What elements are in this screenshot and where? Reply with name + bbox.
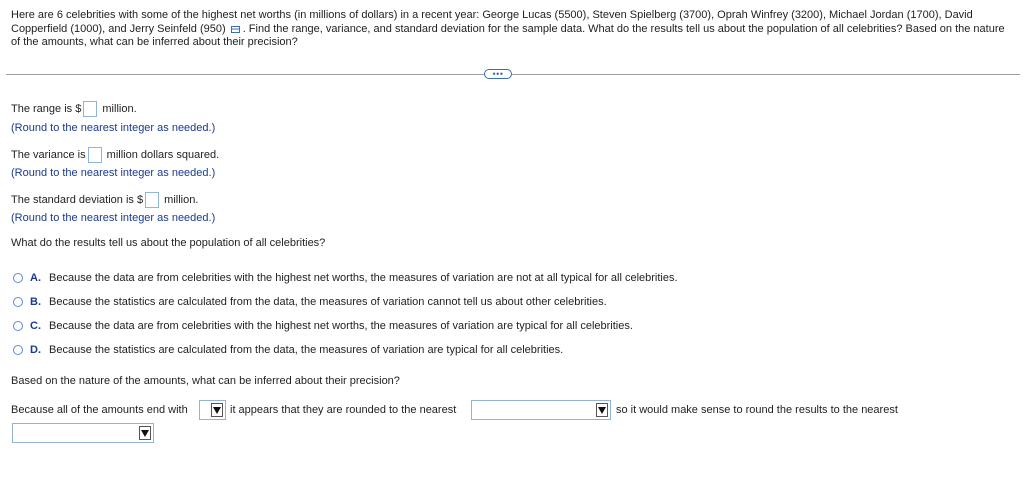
precision-question: Based on the nature of the amounts, what can be inferred about their precision? (11, 375, 400, 387)
variance-unit: million dollars squared. (106, 148, 220, 161)
option-letter: D. (30, 344, 41, 356)
precision-mid: it appears that they are rounded to the nearest (230, 404, 457, 416)
range-hint: (Round to the nearest integer as needed.) (11, 122, 216, 134)
option-letter: A. (30, 272, 41, 284)
option-c[interactable] (13, 320, 633, 332)
question-text (11, 9, 1016, 50)
divider (6, 74, 1020, 75)
option-a[interactable] (13, 272, 678, 284)
stddev-line (11, 192, 198, 208)
option-text: Because the data are from celebrities with the highest net worths, the measures of variation are not at all typical for all celebrities. (49, 272, 678, 284)
stddev-hint: (Round to the nearest integer as needed.) (11, 212, 216, 224)
precision-pre: Because all of the amounts end with (11, 404, 188, 416)
option-text: Because the statistics are calculated from the data, the measures of variation are typical for all celebrities. (49, 344, 564, 356)
rounded-to-select[interactable] (471, 400, 611, 420)
option-text: Because the data are from celebrities with the highest net worths, the measures of variation are typical for all celebrities. (49, 320, 633, 332)
question-part1: Here are 6 celebrities with some of the highest net worths (in millions of dollars) in a recent year: George Lucas (5500), Steven Spielberg (3700), Oprah Winfrey (3200), Michael Jordan (1700), David Copperfield (1000), and Jerry Seinfeld (950) (11, 9, 973, 35)
option-b[interactable] (13, 296, 607, 308)
round-results-select[interactable] (12, 423, 154, 443)
stddev-label: The standard deviation is $ (11, 193, 144, 206)
variance-hint: (Round to the nearest integer as needed.) (11, 167, 216, 179)
radio-d[interactable] (13, 345, 23, 355)
ending-digit-select[interactable] (199, 400, 226, 420)
precision-post: so it would make sense to round the results to the nearest (616, 404, 898, 416)
variance-input[interactable] (88, 147, 102, 163)
option-letter: C. (30, 320, 41, 332)
variance-label: The variance is (11, 148, 86, 161)
stddev-unit: million. (164, 193, 199, 206)
chevron-down-icon (596, 403, 608, 417)
variance-line (11, 147, 219, 163)
population-question: What do the results tell us about the population of all celebrities? (11, 237, 326, 249)
range-unit: million. (102, 102, 137, 115)
more-button[interactable]: ••• (484, 69, 512, 79)
range-line (11, 101, 137, 117)
option-letter: B. (30, 296, 41, 308)
radio-a[interactable] (13, 273, 23, 283)
stddev-input[interactable] (145, 192, 159, 208)
radio-b[interactable] (13, 297, 23, 307)
chevron-down-icon (211, 403, 223, 417)
chevron-down-icon (139, 426, 151, 440)
question-part2: . Find the range, variance, and standard deviation for the sample data. What do the results tell us about the population of all celebrities? Based on the nature of the amounts, what can be inferred about their precision? (11, 22, 1005, 48)
range-input[interactable] (83, 101, 97, 117)
radio-c[interactable] (13, 321, 23, 331)
copy-data-icon[interactable] (231, 25, 241, 33)
range-label: The range is $ (11, 102, 82, 115)
option-text: Because the statistics are calculated from the data, the measures of variation cannot tell us about other celebrities. (49, 296, 607, 308)
option-d[interactable] (13, 344, 563, 356)
